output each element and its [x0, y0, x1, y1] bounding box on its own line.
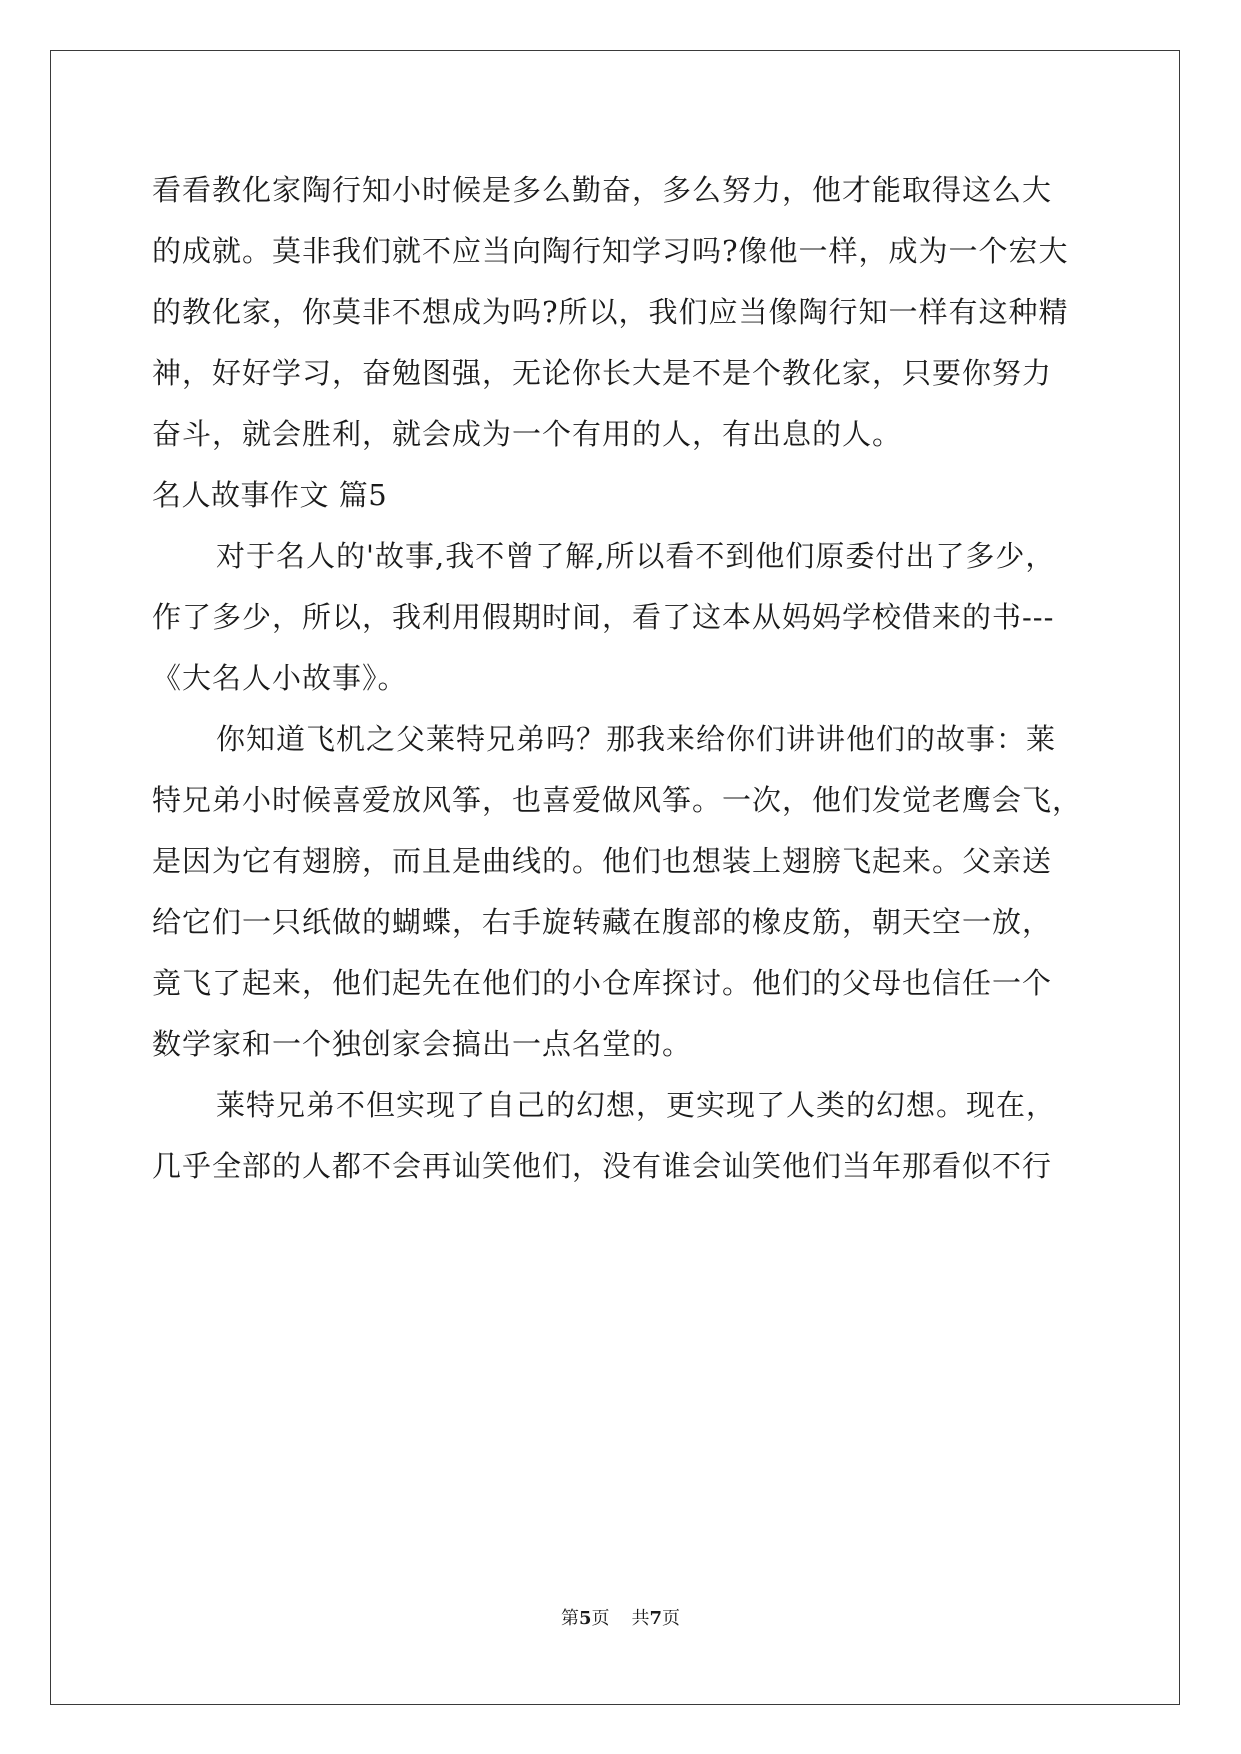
text-line: 奋斗，就会胜利，就会成为一个有用的人，有出息的人。 [152, 417, 903, 451]
text-line: 几乎全部的人都不会再讪笑他们，没有谁会讪笑他们当年那看似不行 [152, 1149, 1053, 1183]
document-body [152, 160, 1092, 1197]
footer-page-suffix: 页 [591, 1608, 610, 1629]
page-footer [0, 1604, 1241, 1630]
text-line: 你知道飞机之父莱特兄弟吗？那我来给你们讲讲他们的故事：莱 [216, 722, 1057, 756]
text-line: 神，好好学习，奋勉图强，无论你长大是不是个教化家，只要你努力 [152, 356, 1053, 390]
text-line: 数学家和一个独创家会搞出一点名堂的。 [152, 1027, 693, 1061]
text-line: 的成就。莫非我们就不应当向陶行知学习吗?像他一样，成为一个宏大 [152, 234, 1069, 268]
text-line: 是因为它有翅膀，而且是曲线的。他们也想装上翅膀飞起来。父亲送 [152, 844, 1053, 878]
text-line: 《大名人小故事》。 [152, 661, 408, 695]
text-line: 对于名人的'故事,我不曾了解,所以看不到他们原委付出了多少， [216, 539, 1056, 573]
total-page-number: 7 [649, 1608, 663, 1629]
footer-total-prefix: 共 [631, 1608, 650, 1629]
text-line: 特兄弟小时候喜爱放风筝，也喜爱做风筝。一次，他们发觉老鹰会飞， [152, 783, 1083, 817]
text-line: 莱特兄弟不但实现了自己的幻想，更实现了人类的幻想。现在， [216, 1088, 1057, 1122]
text-line: 给它们一只纸做的蝴蝶，右手旋转藏在腹部的橡皮筋，朝天空一放， [152, 905, 1053, 939]
section-heading: 名人故事作文 篇5 [152, 478, 388, 512]
current-page-number: 5 [578, 1608, 592, 1629]
text-line: 竟飞了起来，他们起先在他们的小仓库探讨。他们的父母也信任一个 [152, 966, 1053, 1000]
text-line: 作了多少，所以，我利用假期时间，看了这本从妈妈学校借来的书--- [152, 600, 1055, 634]
footer-prefix: 第 [560, 1608, 579, 1629]
text-line: 的教化家，你莫非不想成为吗?所以，我们应当像陶行知一样有这种精 [152, 295, 1069, 329]
footer-total-suffix: 页 [662, 1608, 681, 1629]
text-line: 看看教化家陶行知小时候是多么勤奋，多么努力，他才能取得这么大 [152, 173, 1053, 207]
